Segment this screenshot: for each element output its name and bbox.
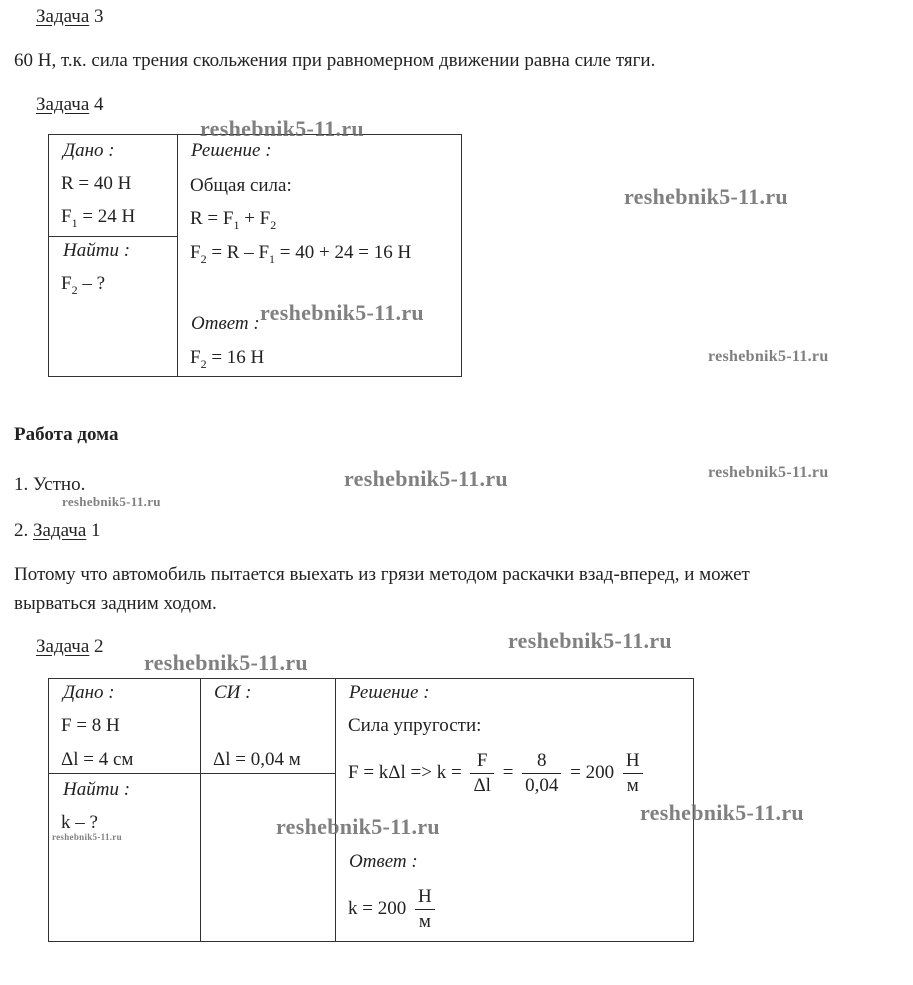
task3-heading: Задача 3 (36, 6, 104, 27)
task4-divider-v (177, 135, 178, 376)
task2-given-label: Дано : (63, 682, 115, 703)
task3-label: Задача (36, 6, 90, 27)
task4-line1: Общая сила: (190, 175, 292, 196)
task2-line1: Сила упругости: (348, 715, 482, 736)
task4-answer: $F_2 = 16$ Н (190, 347, 265, 371)
task2-divider-h (49, 773, 335, 774)
homework-task1-text-2: вырваться задним ходом. (14, 593, 217, 614)
task4-given-2: $F_1 = 24$ Н (61, 206, 136, 230)
watermark: reshebnik5-11.ru (640, 800, 804, 825)
task2-divider-v2 (335, 679, 336, 941)
homework-task1-text-1: Потому что автомобиль пытается выехать из грязи методом раскачки взад-вперед, и может (14, 564, 750, 585)
task2-divider-v1 (200, 679, 201, 941)
task2-formula: F = kΔl => k = $\frac{F}{\Delta l}$ = $\frac{8}{0,04}$ = 200 $\frac{Н}{м}$ (348, 749, 647, 798)
task2-find-label: Найти : (63, 779, 131, 800)
watermark: reshebnik5-11.ru (62, 494, 161, 509)
task2-unit: $\frac{Н}{м}$ (623, 749, 643, 798)
task2-frac2: $\frac{8}{0,04}$ (522, 749, 561, 798)
task3-answer: 60 Н, т.к. сила трения скольжения при равномерном движении равна силе тяги. (14, 50, 656, 71)
task2-find-1: k – ? (61, 812, 98, 833)
watermark: reshebnik5-11.ru (52, 832, 122, 842)
task2-given-2: Δl = 4 см (61, 749, 134, 770)
task4-line2: $R = F_1 + F_2$ (190, 208, 277, 232)
task2-answer: k = 200 $\frac{Н}{м}$ (348, 885, 439, 934)
watermark: reshebnik5-11.ru (144, 650, 308, 675)
watermark: reshebnik5-11.ru (508, 628, 672, 653)
task2-answer-unit: $\frac{Н}{м}$ (415, 885, 435, 934)
task4-heading: Задача 4 (36, 94, 104, 115)
watermark: reshebnik5-11.ru (200, 116, 364, 141)
task4-divider-h (49, 236, 177, 237)
task2-table (48, 678, 694, 942)
task2-heading: Задача 2 (36, 636, 104, 657)
watermark: reshebnik5-11.ru (708, 464, 829, 481)
task4-find-1: $F_2$ – ? (61, 273, 106, 297)
task4-solution-label: Решение : (191, 140, 272, 161)
task4-given-label: Дано : (63, 140, 115, 161)
task4-given-1: R = 40 Н (61, 173, 132, 194)
task2-solution-label: Решение : (349, 682, 430, 703)
task2-answer-label: Ответ : (349, 851, 418, 872)
task4-answer-label: Ответ : (191, 313, 260, 334)
task4-line3: $F_2 = R - F_1 = 40 + 24 = 16$ Н (190, 242, 412, 266)
task4-table (48, 134, 462, 377)
watermark: reshebnik5-11.ru (624, 184, 788, 209)
task2-given-1: F = 8 Н (61, 715, 120, 736)
task2-frac1: $\frac{F}{\Delta l}$ (470, 749, 494, 798)
task2-si-1: Δl = 0,04 м (213, 749, 301, 770)
homework-item1: 1. Устно. (14, 474, 86, 495)
watermark: reshebnik5-11.ru (260, 300, 424, 325)
watermark: reshebnik5-11.ru (344, 466, 508, 491)
homework-item2: 2. Задача 1 (14, 520, 101, 541)
task4-find-label: Найти : (63, 240, 131, 261)
watermark: reshebnik5-11.ru (708, 348, 829, 365)
homework-title: Работа дома (14, 424, 119, 445)
task2-si-label: СИ : (214, 682, 252, 703)
watermark: reshebnik5-11.ru (276, 814, 440, 839)
